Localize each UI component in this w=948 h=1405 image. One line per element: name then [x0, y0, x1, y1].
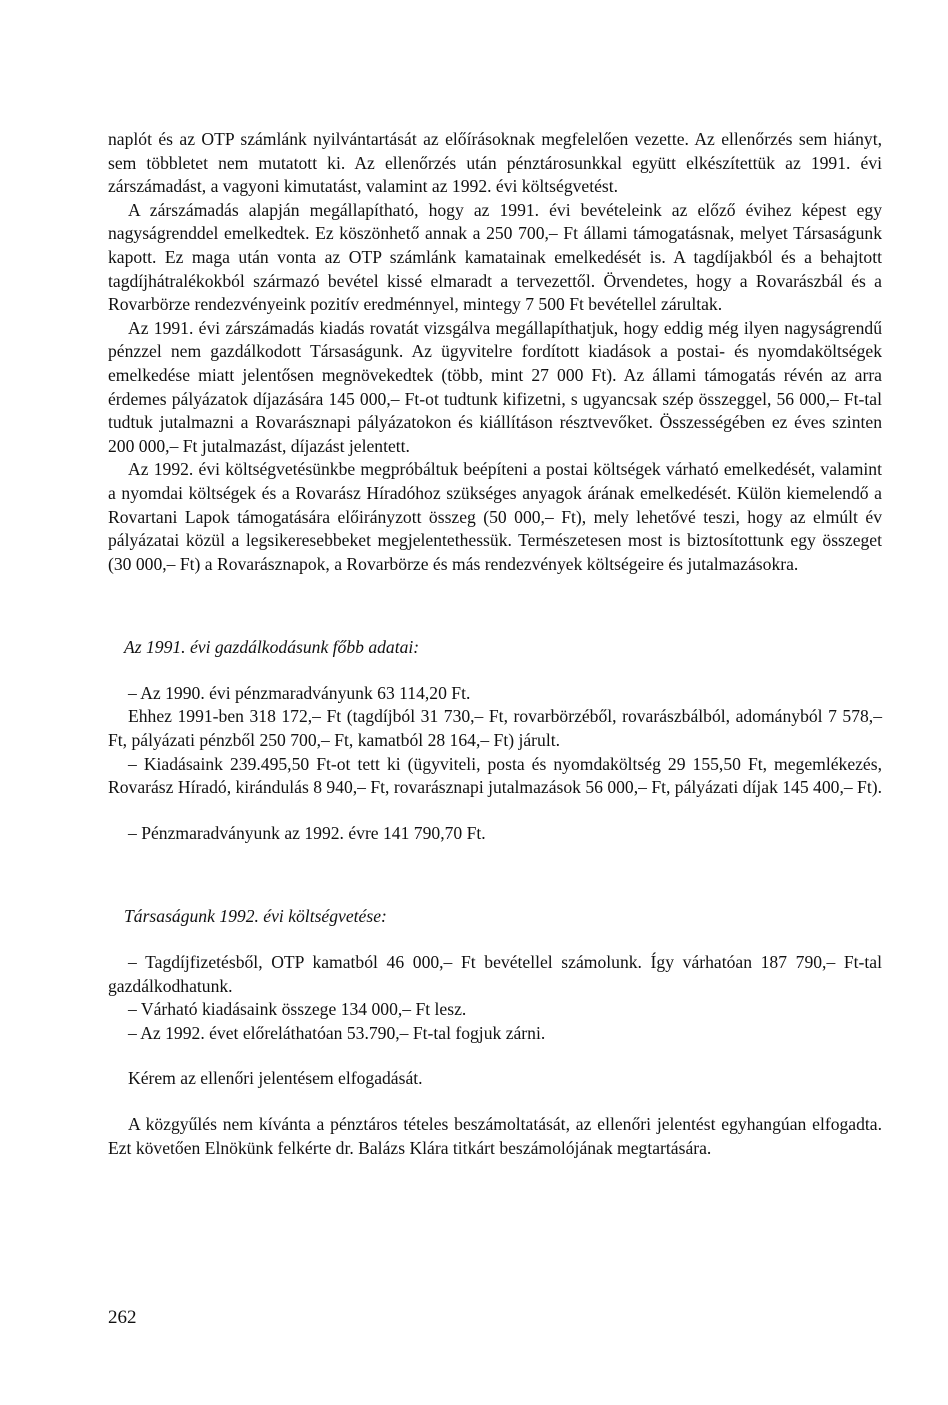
- heading-1991-data: Az 1991. évi gazdálkodásunk főbb adatai:: [124, 637, 420, 658]
- page-body: [108, 128, 882, 1160]
- list-item-1991-expenses: – Kiadásaink 239.495,50 Ft-ot tett ki (ügyviteli, posta és nyomdaköltség 29 155,50 Ft, megemlékezés, Rovarász Híradó, kirándulás 8 940,– Ft, rovarásznapi jutalmazások 56 000,– Ft, pályázati díjak 145 400,– Ft).: [108, 753, 882, 798]
- paragraph-audit: naplót és az OTP számlánk nyilvántartását az előírásoknak megfelelően vezette. Az ellenőrzés sem hiányt, sem többletet nem mutatott ki. Az ellenőrzés után pénztárosunkkal együtt elkészítettük az 1991. évi zárszámadást, a vagyoni kimutatást, valamint az 1992. évi költségvetést.: [108, 129, 882, 197]
- paragraph-budget: Az 1992. évi költségvetésünkbe megpróbáltuk beépíteni a postai költségek várható emelkedését, valamint a nyomdai költségek és a Rovarász Híradóhoz szükséges anyagok árának emelkedését. Külön kiemelendő a Rovartani Lapok támogatására előirányzott összeg (50 000,– Ft), mely lehetővé teszi, hogy az elmúlt év pályázatai közül a legsikeresebbeket megjelentethessük. Természetesen most is biztosítottunk egy összeget (30 000,– Ft) a Rovarásznapok, a Rovarbörze és más rendezvények költségeire és jutalmazásokra.: [108, 459, 882, 574]
- list-item-1991-income: Ehhez 1991-ben 318 172,– Ft (tagdíjból 31 730,– Ft, rovarbörzéből, rovarászbálból, adományból 7 578,– Ft, pályázati pénzből 250 700,– Ft, kamatból 28 164,– Ft) járult.: [108, 706, 882, 751]
- list-item-1992-balance: – Pénzmaradványunk az 1992. évre 141 790,70 Ft.: [128, 822, 486, 843]
- page-number: 262: [108, 1307, 137, 1328]
- paragraph-request: Kérem az ellenőri jelentésem elfogadását.: [128, 1068, 423, 1089]
- heading-1992-budget: Társaságunk 1992. évi költségvetése:: [124, 906, 387, 927]
- paragraph-assembly: A közgyűlés nem kívánta a pénztáros tételes beszámoltatását, az ellenőri jelentést egyhangúan elfogadta. Ezt követően Elnökünk felkérte dr. Balázs Klára titkárt beszámolójának megtartására.: [108, 1114, 882, 1158]
- list-item-1992-closing: – Az 1992. évet előreláthatóan 53.790,– Ft-tal fogjuk zárni.: [128, 1022, 546, 1043]
- list-item-1992-expenses: – Várható kiadásaink összege 134 000,– Ft lesz.: [128, 999, 467, 1020]
- paragraph-expenses: Az 1991. évi zárszámadás kiadás rovatát vizsgálva megállapíthatjuk, hogy eddig még ilyen nagyságrendű pénzzel nem gazdálkodott Társaságunk. Az ügyvitelre fordított kiadások a postai- és nyomdaköltségek emelkedése miatt jelentősen megnövekedtek (több, mint 27 000 Ft). Az állami támogatás révén az arra érdemes pályázatok díjazására 145 000,– Ft-ot tudtunk kifizetni, s ugyancsak szép összeggel, 56 000,– Ft-tal tudtuk jutalmazni a Rovarásznapi pályázatokon és kiállításon résztvevőket. Összességében ez éves szinten 200 000,– Ft jutalmazást, díjazást jelentett.: [108, 317, 882, 456]
- list-item-1992-income: – Tagdíjfizetésből, OTP kamatból 46 000,– Ft bevétellel számolunk. Így várhatóan 187 790,– Ft-tal gazdálkodhatunk.: [108, 952, 882, 996]
- list-item-1990-balance: – Az 1990. évi pénzmaradványunk 63 114,20 Ft.: [128, 682, 471, 703]
- paragraph-income: A zárszámadás alapján megállapítható, hogy az 1991. évi bevételeink az előző évihez képest egy nagyságrenddel emelkedtek. Ez köszönhető annak a 250 700,– Ft állami támogatásnak, melyet Társaságunk kapott. Ez maga után vonta az OTP számlánk kamatainak emelkedését is. A tagdíjakból és a behajtott tagdíjhátralékokból származó bevétel kissé elmaradt a tervezettől. Örvendetes, hogy a Rovarászbál és a Rovarbörze rendezvényeink pozitív eredménnyel, mintegy 7 500 Ft bevétellel zárultak.: [108, 199, 882, 315]
